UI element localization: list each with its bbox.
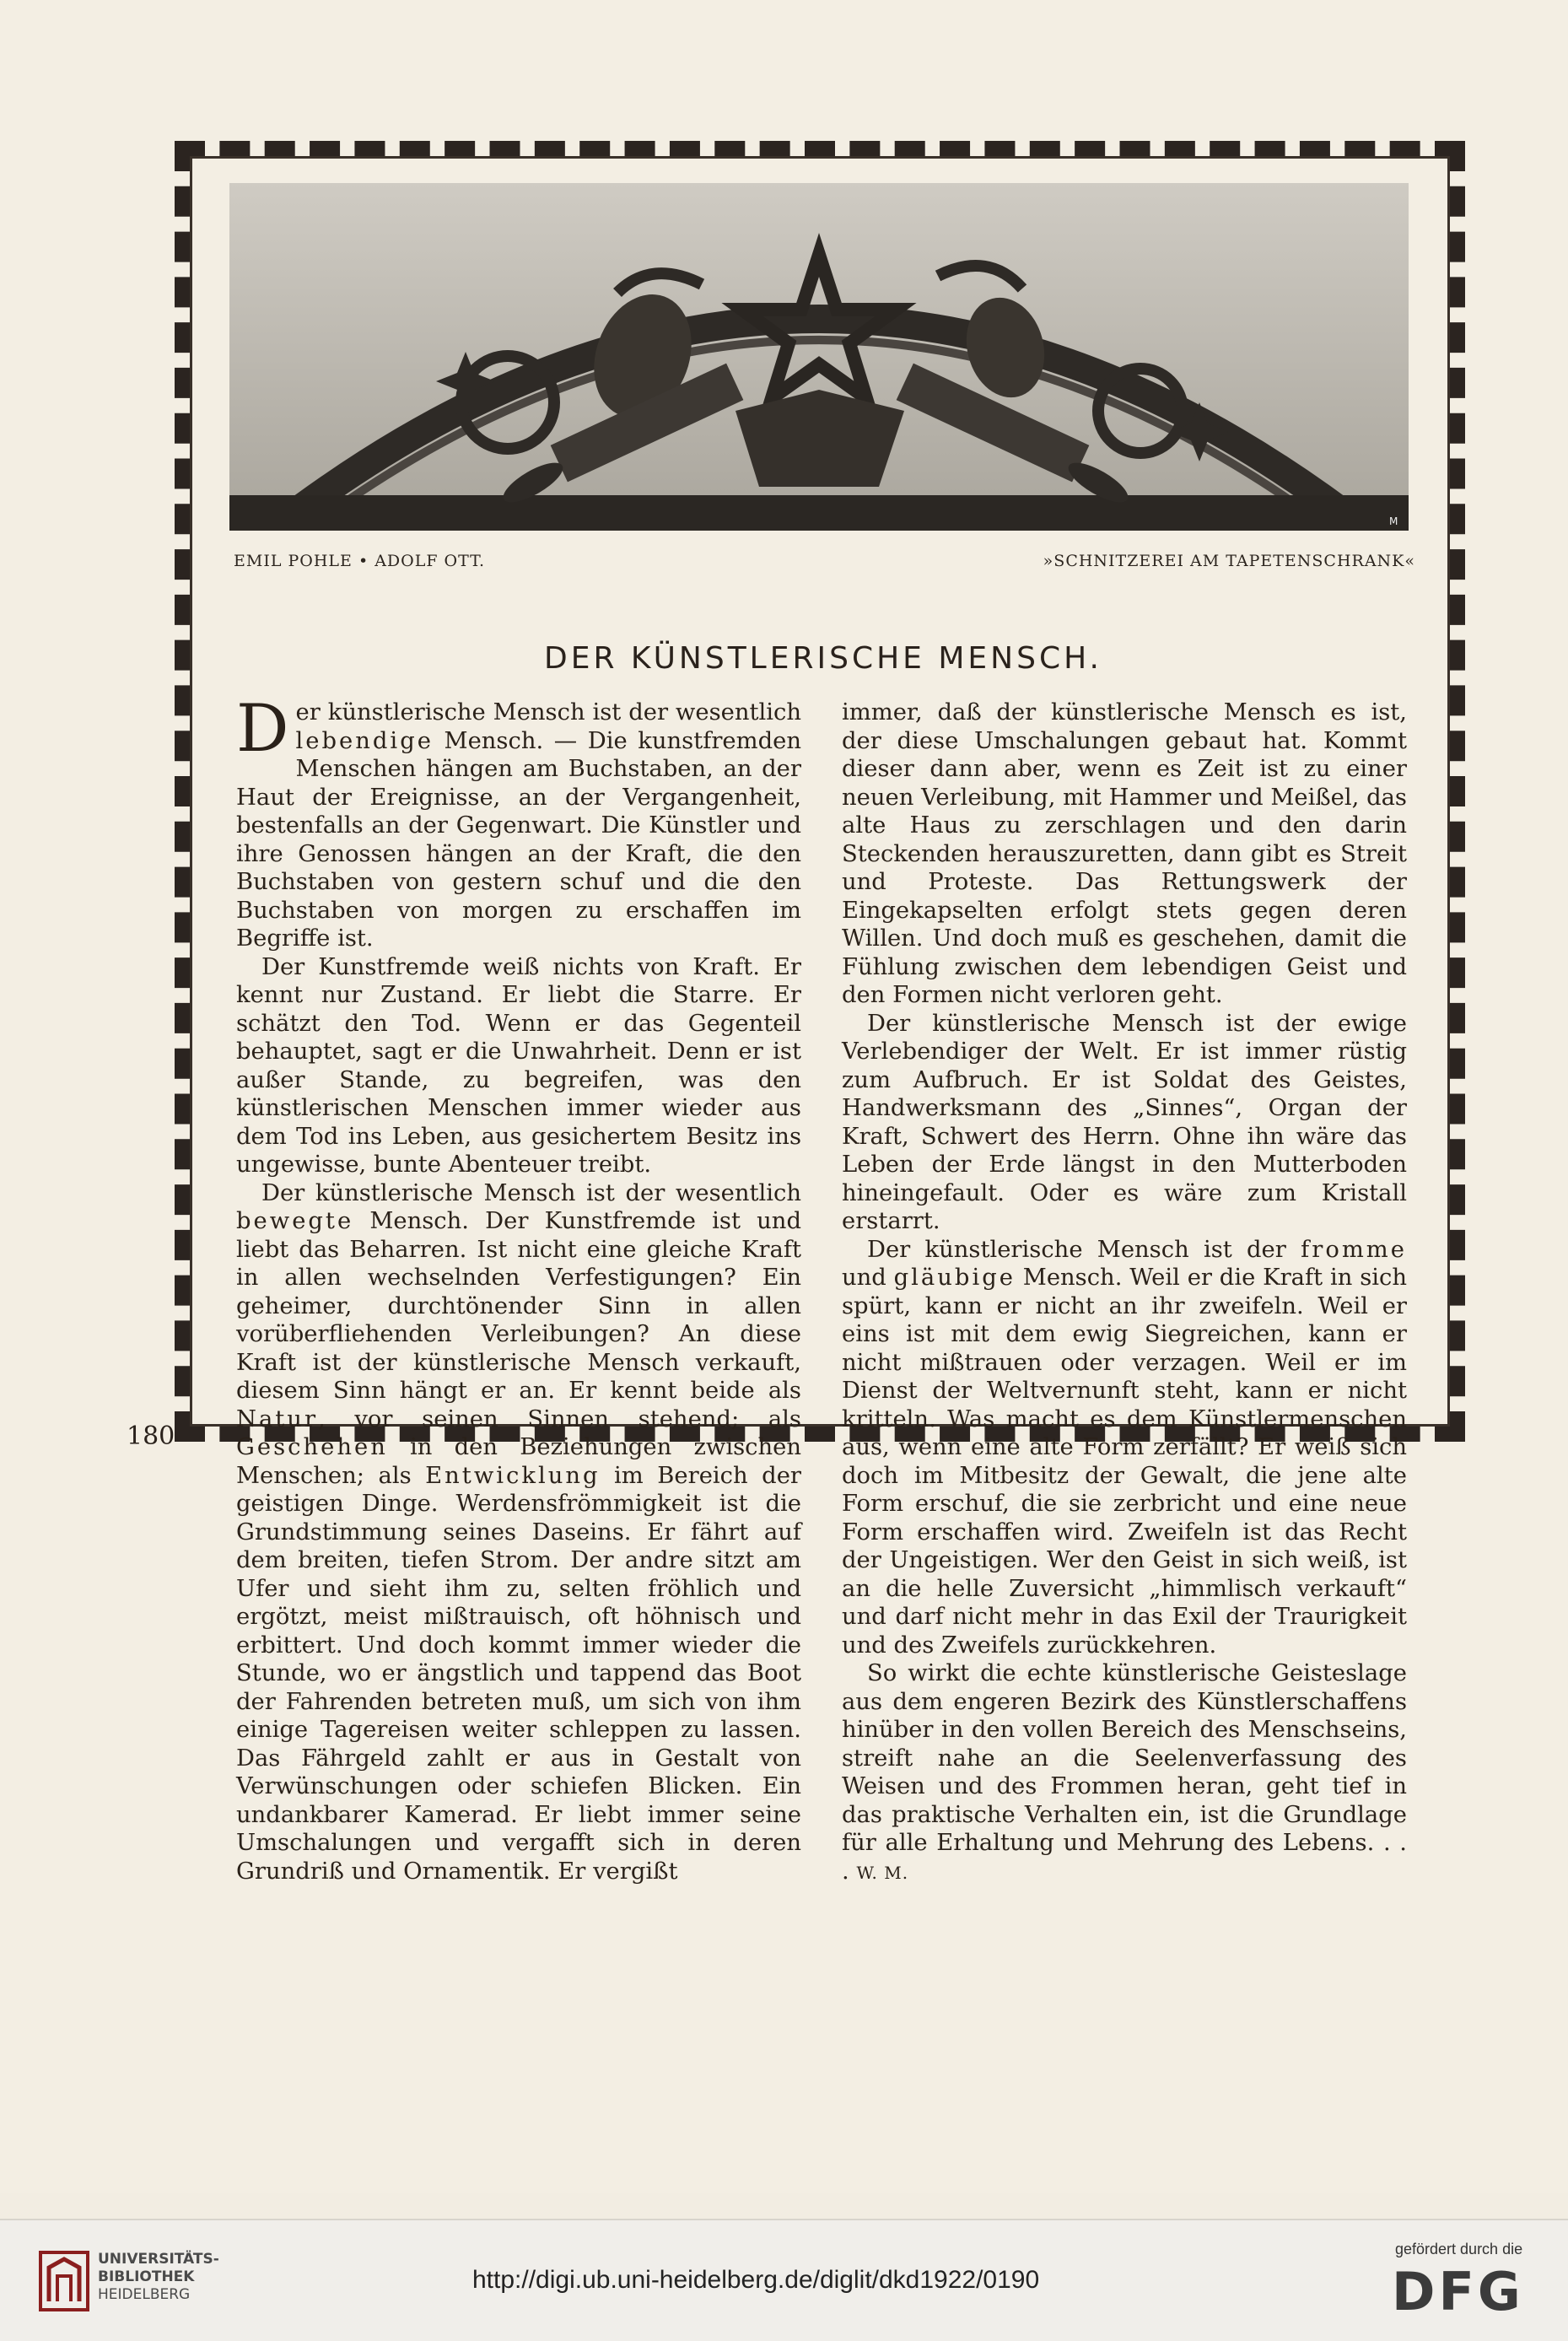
paragraph: Der künstlerische Mensch ist der wesentlich bewegte Mensch. Der Kunstfremde ist und liebt das Beharren. Ist nicht eine gleiche Kraft in allen wechselnden Verfestigungen? Ein geheimer, durchtönender Sinn in allen vorüberfliehenden Verleibungen? An diese Kraft ist der künstlerische Mensch verkauft, diesem Sinn hängt er an. Er kennt beide als Natur, vor seinen Sinnen stehend; als Geschehen in den Beziehungen zwischen Menschen; als Entwicklung im Bereich der geistigen Dinge. Werdensfrömmigkeit ist die Grundstimmung seines Daseins. Er fährt auf dem breiten, tiefen Strom. Der andre sitzt am Ufer und sieht ihm zu, selten fröhlich und ergötzt, meist mißtrauisch, oft höhnisch und erbittert. Und doch kommt immer wieder die Stunde, wo er ängstlich und tappend das Boot der Fahrenden betreten muß, um sich von ihm einige Tagereisen weiter schleppen zu lassen. Das Fährgeld zahlt er aus in Gestalt von Verwünschungen oder schiefen Blicken. Ein undankbarer Kamerad. Er liebt immer seine Umschalungen und vergafft sich in deren Grundriß und Ornamentik. Er vergißt [236, 1179, 802, 1885]
dfg-logo[interactable]: DFG [1392, 2261, 1524, 2322]
paragraph: immer, daß der künstlerische Mensch es ist, der diese Umschalungen gebaut hat. Kommt dieser dann aber, wenn es Zeit ist zu einer neuen Verleibung, mit Hammer und Meißel, das alte Haus zu zerschlagen und den darin Steckenden herauszuretten, dann gibt es Streit und Proteste. Das Rettungswerk der Eingekapselten erfolgt stets gegen deren Willen. Und doch muß es geschehen, damit die Fühlung zwischen dem lebendigen Geist und den Formen nicht verloren geht. [842, 699, 1407, 1008]
photo-signature: M [1389, 515, 1398, 527]
caption-title: »SCHNITZEREI AM TAPETENSCHRANK« [1043, 552, 1415, 570]
carving-photo [229, 183, 1409, 531]
footer-divider [0, 2219, 1568, 2220]
article-headline: DER KÜNSTLERISCHE MENSCH. [544, 641, 1102, 676]
university-logo-icon[interactable] [39, 2251, 89, 2311]
text-column-right [842, 699, 1407, 1887]
text-column-left [236, 691, 802, 1885]
funding-note: gefördert durch die [1395, 2241, 1523, 2257]
paragraph: Der Kunstfremde weiß nichts von Kraft. Er kennt nur Zustand. Er liebt die Starre. Er schätzt den Tod. Wenn er das Gegenteil behauptet, sagt er die Unwahrheit. Denn er ist außer Stande, zu begreifen, was den künstlerischen Menschen immer wieder aus dem Tod ins Leben, aus gesichertem Besitz ins ungewisse, bunte Abenteuer treibt. [236, 953, 801, 1178]
author-signature: W. M. [856, 1862, 909, 1883]
paragraph: Der künstlerische Mensch ist der fromme und gläubige Mensch. Weil er die Kraft in sich spürt, kann er nicht an ihr zweifeln. Weil er eins ist mit dem ewig Siegreichen, kann er nicht mißtrauen oder verzagen. Weil er im Dienst der Weltvernunft steht, kann er nicht kritteln. Was macht es dem Künstlermenschen aus, wenn eine alte Form zerfällt? Er weiß sich doch im Mitbesitz der Gewalt, die jene alte Form erschuf, die sie zerbricht und eine neue Form erschaffen wird. Zweifeln ist das Recht der Ungeistigen. Wer den Geist in sich weiß, ist an die helle Zuversicht „himmlisch verkauft“ und darf nicht mehr in das Exil der Traurigkeit und des Zweifels zurückkehren. [842, 1236, 1407, 1659]
caption-artists: EMIL POHLE • ADOLF OTT. [234, 552, 486, 570]
carving-illustration [229, 183, 1409, 531]
page-number: 180 [127, 1421, 175, 1451]
paragraph: Der künstlerische Mensch ist der ewige Verlebendiger der Welt. Er ist immer rüstig zum Aufbruch. Er ist Soldat des Geistes, Handwerksmann des „Sinnes“, Organ der Kraft, Schwert des Herrn. Ohne ihn wäre das Leben der Erde längst in den Mutterboden hineingefault. Oder es wäre zum Kristall erstarrt. [842, 1010, 1407, 1234]
library-name[interactable]: UNIVERSITÄTS- BIBLIOTHEK HEIDELBERG [98, 2251, 219, 2303]
permalink-url[interactable]: http://digi.ub.uni-heidelberg.de/diglit/dkd1922/0190 [472, 2266, 1040, 2294]
paragraph: Der künstlerische Mensch ist der wesentlich lebendige Mensch. — Die kunstfremden Menschen hängen am Buchstaben, an der Haut der Ereignisse, an der Vergangenheit, bestenfalls an der Gegenwart. Die Künstler und ihre Genossen hängen an der Kraft, die den Buchstaben von gestern schuf und die den Buchstaben von morgen zu erschaffen im Begriffe ist. [236, 691, 801, 952]
paragraph: So wirkt die echte künstlerische Geisteslage aus dem engeren Bezirk des Künstlerschaffens hinüber in den vollen Bereich des Menschseins, streift nahe an die Seelenverfassung des Weisen und des Frommen heran, geht tief in das praktische Verhalten ein, ist die Grundlage für alle Erhaltung und Mehrung des Lebens. . . . W. M. [842, 1660, 1407, 1885]
drop-cap: D [236, 691, 289, 767]
